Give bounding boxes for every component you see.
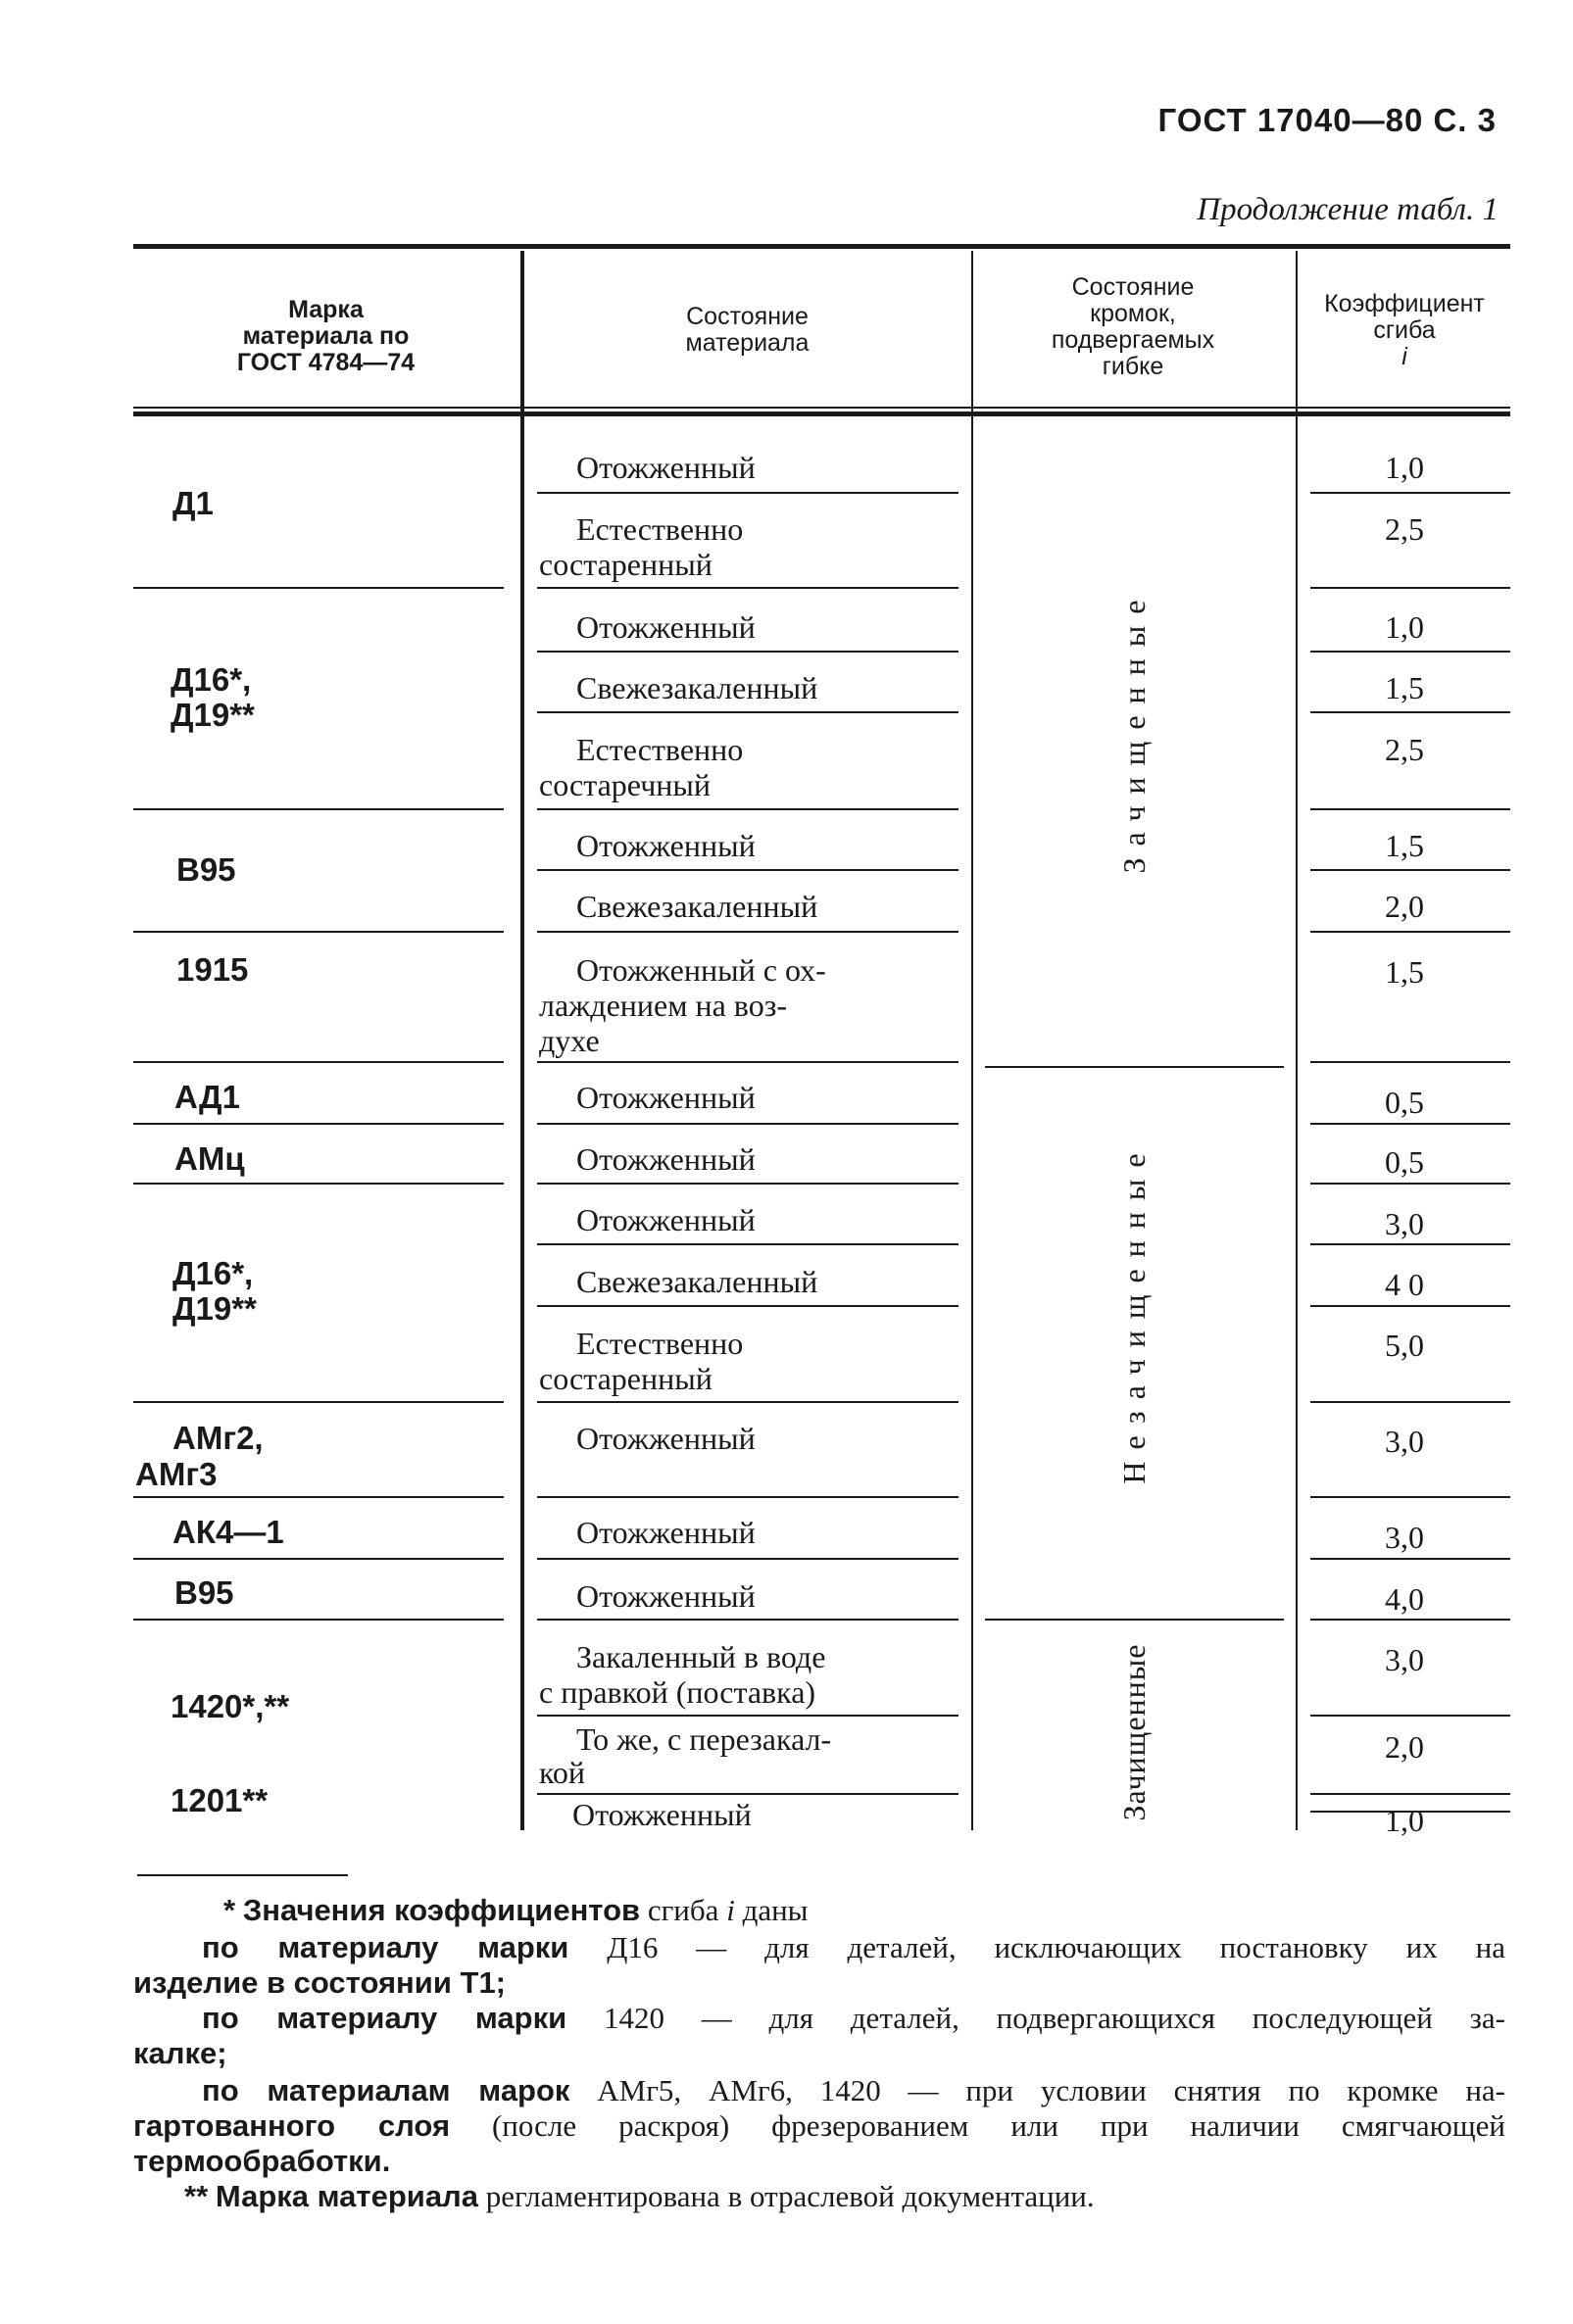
- edge-group-cleaned-1: Зачищенные: [1116, 588, 1152, 874]
- coefficient-cell: 2,0: [1385, 889, 1424, 924]
- grade-row-rule: [133, 1123, 504, 1125]
- coef-row-rule: [1310, 1496, 1510, 1498]
- grade-row-rule: [133, 1061, 504, 1063]
- edge-group-uncleaned: Незачищенные: [1116, 1141, 1152, 1484]
- coef-row-rule: [1310, 1793, 1510, 1795]
- grade-cell: АД1: [174, 1079, 240, 1115]
- grade-cell: 1420*,**: [171, 1688, 290, 1724]
- col-header-state: Состояние материала: [685, 303, 810, 357]
- grade-row-rule: [133, 1496, 504, 1498]
- coefficient-cell: 0,5: [1385, 1144, 1424, 1180]
- state-cell: Свежезакаленный: [576, 670, 818, 705]
- state-row-rule: [537, 1793, 959, 1795]
- state-cell: состаренный: [539, 1361, 713, 1396]
- state-cell: Естественно: [576, 1326, 744, 1361]
- coefficient-cell: 5,0: [1385, 1328, 1424, 1363]
- state-cell: Свежезакаленный: [576, 1264, 818, 1299]
- footnote-separator: [137, 1874, 348, 1876]
- state-row-rule: [537, 1183, 959, 1185]
- state-cell: состаречный: [539, 767, 712, 802]
- coefficient-cell: 3,0: [1385, 1520, 1424, 1555]
- footnote-1-line-5: калке;: [133, 2036, 227, 2070]
- grade-cell: Д1: [172, 485, 214, 521]
- grade-cell: В95: [174, 1574, 234, 1611]
- coef-row-rule: [1310, 711, 1510, 713]
- header-rule: [133, 407, 1510, 409]
- footnote-1-line-8: термообработки.: [133, 2144, 391, 2178]
- coef-row-rule: [1310, 931, 1510, 933]
- state-cell: кой: [539, 1755, 586, 1790]
- coef-row-rule: [1310, 492, 1510, 494]
- state-cell: Отожженный: [576, 609, 756, 645]
- grade-cell: Д19**: [171, 697, 255, 733]
- state-row-rule: [537, 1061, 959, 1063]
- grade-row-rule: [133, 931, 504, 933]
- table-top-rule: [133, 244, 1510, 249]
- grade-cell: АК4—1: [172, 1514, 284, 1550]
- coef-row-rule: [1310, 1061, 1510, 1063]
- state-cell: состаренный: [539, 547, 713, 582]
- table-continuation-label: Продолжение табл. 1: [1197, 192, 1499, 227]
- coefficient-cell: 2,5: [1385, 511, 1424, 547]
- coefficient-cell: 1,0: [1385, 609, 1424, 645]
- state-cell: Закаленный в воде: [576, 1639, 826, 1674]
- state-row-rule: [537, 869, 959, 871]
- state-cell: Отожженный: [576, 828, 756, 863]
- state-cell: Естественно: [576, 511, 744, 547]
- coefficient-cell: 1,5: [1385, 670, 1424, 705]
- state-row-rule: [537, 1619, 959, 1621]
- grade-row-rule: [133, 587, 504, 589]
- state-row-rule: [537, 1243, 959, 1245]
- state-row-rule: [537, 1123, 959, 1125]
- coef-row-rule: [1310, 808, 1510, 810]
- col-divider-1: [520, 251, 524, 1830]
- coefficient-cell: 3,0: [1385, 1206, 1424, 1241]
- coef-row-rule: [1310, 1811, 1510, 1813]
- state-row-rule: [537, 1496, 959, 1498]
- coefficient-cell: 0,5: [1385, 1085, 1424, 1120]
- state-cell: Отожженный: [576, 1421, 756, 1456]
- grade-cell: Д16*,: [171, 661, 252, 698]
- state-cell: Отожженный: [576, 1578, 756, 1614]
- footnote-1-line-2: по материалу марки Д16 — для деталей, исключающих постановку их на: [202, 1930, 1505, 1964]
- coef-row-rule: [1310, 1123, 1510, 1125]
- grade-cell: АМц: [174, 1140, 245, 1177]
- page-header: ГОСТ 17040—80 С. 3: [1157, 102, 1497, 138]
- col-header-edge: Состояние кромок, подвергаемых гибке: [1051, 273, 1215, 380]
- state-cell: Свежезакаленный: [576, 889, 818, 924]
- state-cell: лаждением на воз-: [539, 988, 787, 1023]
- state-cell: Отожженный: [576, 1141, 756, 1177]
- coefficient-cell: 2,0: [1385, 1729, 1424, 1765]
- grade-row-rule: [133, 1619, 504, 1621]
- state-cell: Отожженный: [572, 1797, 752, 1832]
- coefficient-cell: 3,0: [1385, 1424, 1424, 1459]
- grade-cell: АМг3: [135, 1456, 218, 1492]
- state-row-rule: [537, 651, 959, 653]
- state-cell: с правкой (поставка): [539, 1674, 816, 1710]
- coefficient-cell: 1,5: [1385, 828, 1424, 863]
- header-rule-bold: [133, 412, 1510, 416]
- state-cell: Отожженный: [576, 450, 756, 485]
- footnote-1-line-7: гартованного слоя (после раскроя) фрезерованием или при наличии смягчающей: [133, 2108, 1505, 2143]
- state-row-rule: [537, 1305, 959, 1307]
- state-cell: То же, с перезакал-: [576, 1721, 832, 1757]
- coef-row-rule: [1310, 587, 1510, 589]
- coefficient-cell: 3,0: [1385, 1642, 1424, 1677]
- grade-cell: Д16*,: [172, 1255, 254, 1291]
- footnote-1: * Значения коэффициентов сгиба i даны: [223, 1893, 809, 1927]
- state-row-rule: [537, 1715, 959, 1717]
- state-row-rule: [537, 1401, 959, 1403]
- grade-row-rule: [133, 1558, 504, 1560]
- coef-row-rule: [1310, 869, 1510, 871]
- coefficient-cell: 1,5: [1385, 954, 1424, 990]
- grade-cell: АМг2,: [172, 1420, 264, 1456]
- state-cell: Отожженный: [576, 1202, 756, 1237]
- coefficient-cell: 1,0: [1385, 450, 1424, 485]
- grade-cell: 1915: [176, 951, 249, 988]
- grade-cell: Д19**: [172, 1290, 257, 1327]
- coef-row-rule: [1310, 1183, 1510, 1185]
- state-cell: Естественно: [576, 732, 744, 767]
- col-divider-3: [1296, 251, 1298, 1830]
- state-cell: Отожженный: [576, 1080, 756, 1115]
- state-row-rule: [537, 492, 959, 494]
- coef-row-rule: [1310, 651, 1510, 653]
- state-row-rule: [537, 931, 959, 933]
- coefficient-cell: 1,0: [1385, 1803, 1424, 1838]
- coef-row-rule: [1310, 1305, 1510, 1307]
- state-cell: духе: [539, 1023, 600, 1058]
- coef-row-rule: [1310, 1715, 1510, 1717]
- state-row-rule: [537, 808, 959, 810]
- col-header-coefficient: Коэффициент сгиба i: [1324, 290, 1485, 370]
- edge-group-rule: [985, 1066, 1284, 1068]
- col-divider-2: [971, 251, 973, 1830]
- col-header-grade: Марка материала по ГОСТ 4784—74: [236, 296, 416, 376]
- coef-row-rule: [1310, 1243, 1510, 1245]
- state-row-rule: [537, 711, 959, 713]
- coef-row-rule: [1310, 1619, 1510, 1621]
- state-cell: Отожженный с ох-: [576, 952, 826, 988]
- grade-row-rule: [133, 1183, 504, 1185]
- footnote-1-line-6: по материалам марок АМг5, АМг6, 1420 — при условии снятия по кромке на-: [202, 2073, 1506, 2107]
- edge-group-cleaned-2: Зачищенные: [1116, 1643, 1152, 1821]
- grade-cell: 1201**: [171, 1782, 269, 1818]
- footnote-1-line-3: изделие в состоянии Т1;: [133, 1965, 507, 2000]
- coefficient-cell: 4 0: [1385, 1267, 1424, 1302]
- footnote-2: ** Марка материала регламентирована в отраслевой документации.: [184, 2179, 1095, 2213]
- coef-row-rule: [1310, 1558, 1510, 1560]
- footnote-1-line-4: по материалу марки 1420 — для деталей, подвергающихся последующей за-: [202, 2001, 1506, 2035]
- coefficient-cell: 2,5: [1385, 732, 1424, 767]
- state-row-rule: [537, 587, 959, 589]
- coef-row-rule: [1310, 1401, 1510, 1403]
- coefficient-cell: 4,0: [1385, 1581, 1424, 1617]
- state-cell: Отожженный: [576, 1515, 756, 1550]
- grade-row-rule: [133, 1401, 504, 1403]
- grade-cell: В95: [176, 851, 236, 888]
- state-row-rule: [537, 1558, 959, 1560]
- grade-row-rule: [133, 808, 504, 810]
